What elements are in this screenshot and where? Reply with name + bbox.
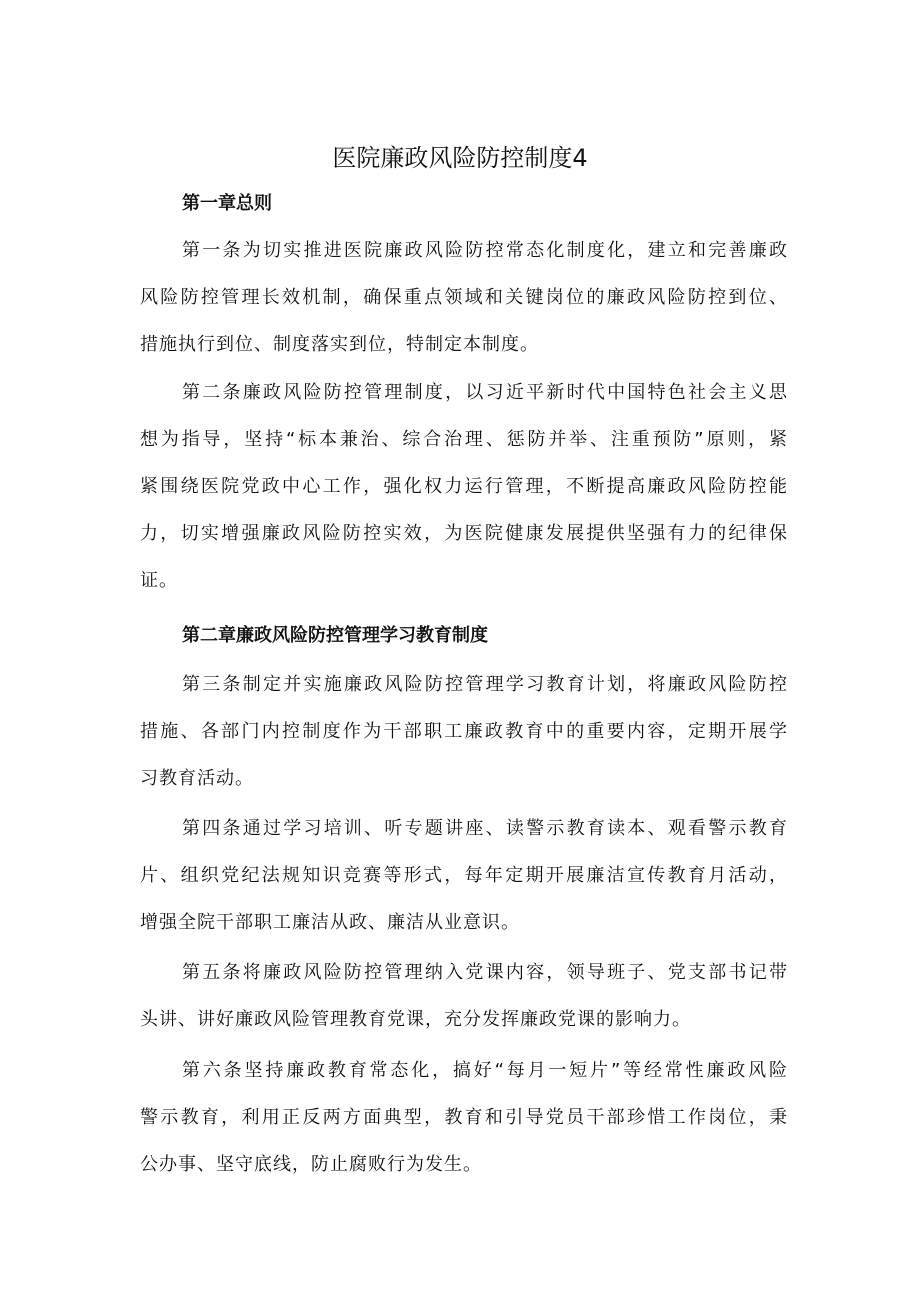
- paragraph-line: 第一条为切实推进医院廉政风险防控常态化制度化，建立和完善廉政: [182, 240, 788, 261]
- paragraph-line: 紧围绕医院党政中心工作，强化权力运行管理，不断提高廉政风险防控能: [140, 476, 788, 497]
- paragraph-line: 公办事、坚守底线，防止腐败行为发生。: [140, 1154, 482, 1175]
- paragraph-line: 第二条廉政风险防控管理制度，以习近平新时代中国特色社会主义思: [182, 382, 788, 403]
- chapter-2-heading: 第二章廉政风险防控管理学习教育制度: [182, 625, 488, 646]
- article-1-paragraph: [140, 236, 788, 377]
- paragraph-line: 力，切实增强廉政风险防控实效，为医院健康发展提供坚强有力的纪律保: [140, 523, 788, 544]
- paragraph-line: 警示教育，利用正反两方面典型，教育和引导党员干部珍惜工作岗位，秉: [140, 1107, 788, 1128]
- paragraph-line: 想为指导，坚持“标本兼治、综合治理、惩防并举、注重预防”原则，紧: [140, 429, 788, 450]
- article-2-paragraph: [140, 378, 788, 613]
- paragraph-line: 第三条制定并实施廉政风险防控管理学习教育计划，将廉政风险防控: [182, 674, 788, 695]
- paragraph-line: 习教育活动。: [140, 768, 254, 789]
- article-4-paragraph: [140, 814, 788, 955]
- document-title: 医院廉政风险防控制度4: [332, 144, 588, 172]
- paragraph-line: 头讲、讲好廉政风险管理教育党课，充分发挥廉政党课的影响力。: [140, 1009, 691, 1030]
- paragraph-line: 证。: [140, 570, 178, 591]
- paragraph-line: 增强全院干部职工廉洁从政、廉洁从业意识。: [140, 912, 520, 933]
- paragraph-line: 第六条坚持廉政教育常态化，搞好“每月一短片”等经常性廉政风险: [182, 1060, 788, 1081]
- chapter-1-heading: 第一章总则: [182, 193, 272, 214]
- article-3-paragraph: [140, 670, 788, 811]
- paragraph-line: 片、组织党纪法规知识竞赛等形式，每年定期开展廉洁宣传教育月活动，: [140, 865, 788, 886]
- article-5-paragraph: [140, 958, 788, 1052]
- paragraph-line: 措施执行到位、制度落实到位，特制定本制度。: [140, 334, 539, 355]
- paragraph-line: 风险防控管理长效机制，确保重点领域和关键岗位的廉政风险防控到位、: [140, 287, 788, 308]
- paragraph-line: 第五条将廉政风险防控管理纳入党课内容，领导班子、党支部书记带: [182, 962, 788, 983]
- article-6-paragraph: [140, 1056, 788, 1197]
- paragraph-line: 措施、各部门内控制度作为干部职工廉政教育中的重要内容，定期开展学: [140, 721, 788, 742]
- paragraph-line: 第四条通过学习培训、听专题讲座、读警示教育读本、观看警示教育: [182, 818, 788, 839]
